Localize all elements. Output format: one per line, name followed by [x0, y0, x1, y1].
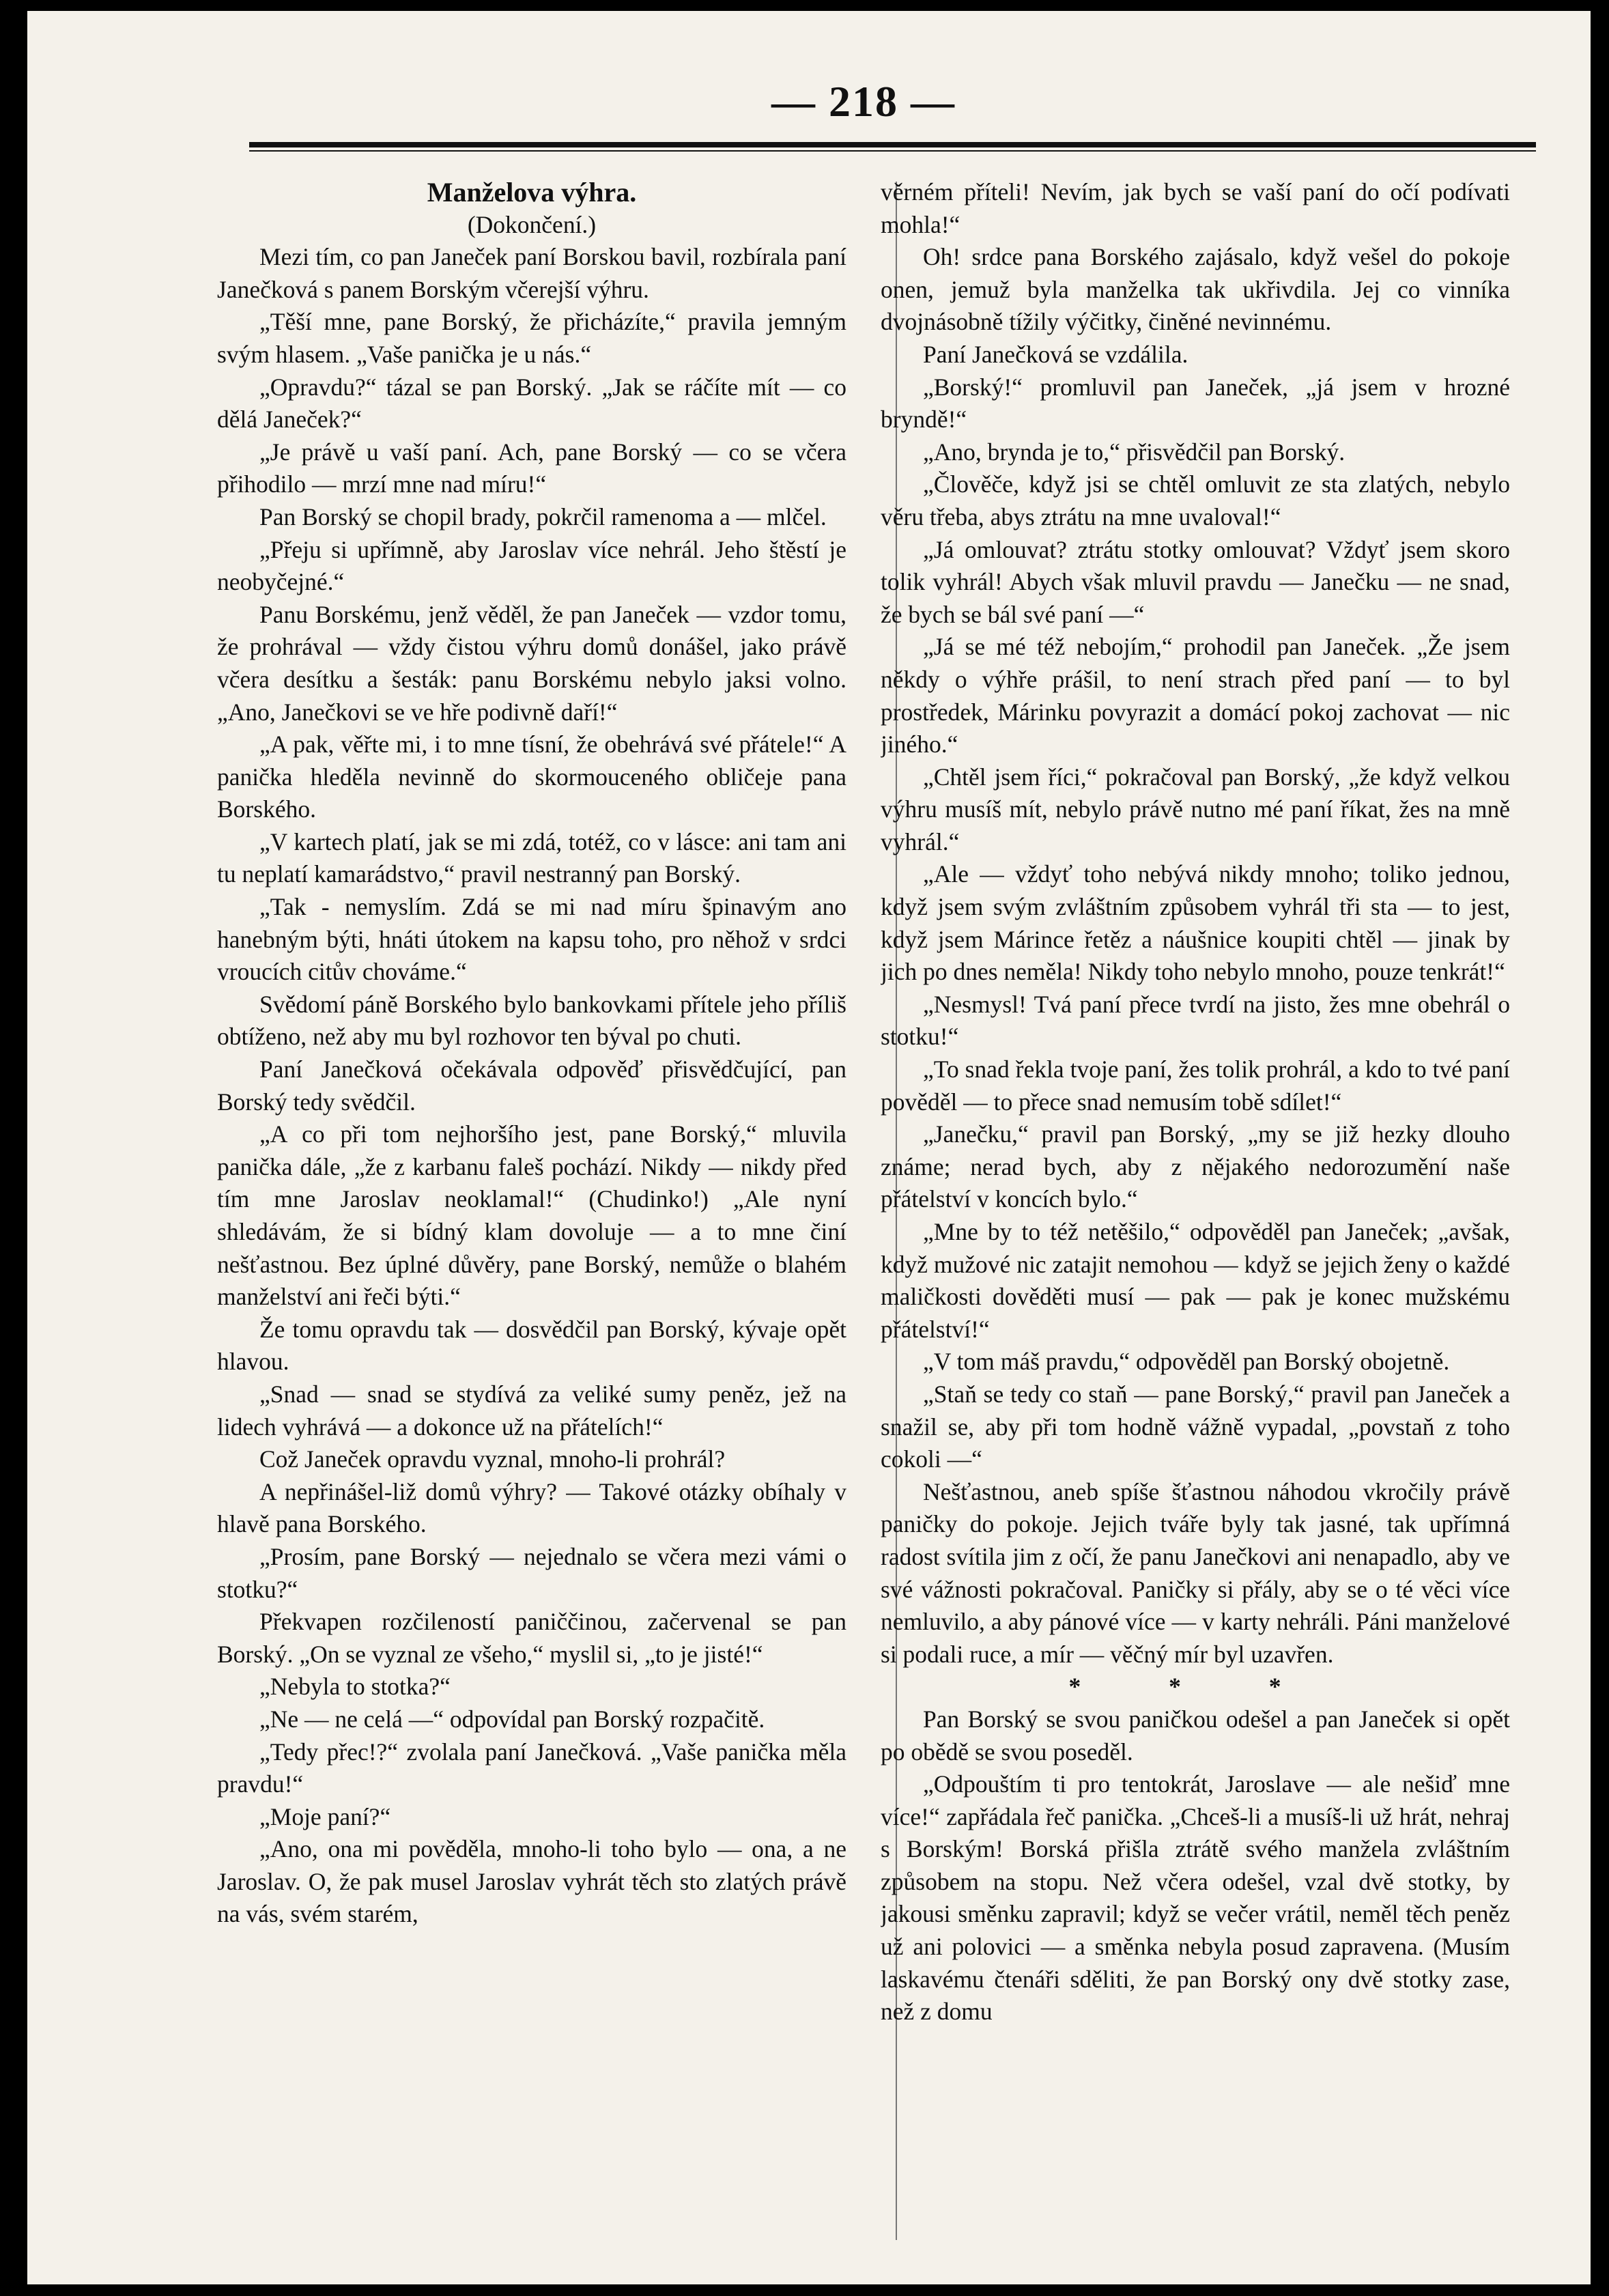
- paragraph: Že tomu opravdu tak — dosvědčil pan Borský, kývaje opět hlavou.: [217, 1315, 846, 1376]
- paragraph: „Člověče, když jsi se chtěl omluvit ze sta zlatých, nebylo věru třeba, abys ztrátu na mne uvaloval!“: [881, 470, 1510, 530]
- header-rule: [249, 142, 1536, 147]
- paragraph: „Mne by to též netěšilo,“ odpověděl pan Janeček; „avšak, když mužové nic zatajit nemohou — když se jejich ženy o každé maličkosti dověděti musí — pak — pak je konec mužskému přátelství!“: [881, 1218, 1510, 1343]
- paragraph: „Ano, brynda je to,“ přisvědčil pan Borský.: [923, 438, 1345, 466]
- paragraph: Paní Janečková očekávala odpověď přisvědčující, pan Borský tedy svědčil.: [217, 1055, 846, 1116]
- paragraph: Překvapen rozčileností paniččinou, začervenal se pan Borský. „On se vyznal ze všeho,“ myslil si, „to je jisté!“: [217, 1608, 846, 1668]
- left-column-text: [217, 241, 846, 1931]
- paragraph: „V kartech platí, jak se mi zdá, totéž, co v lásce: ani tam ani tu neplatí kamarádstvo,“ pravil nestranný pan Borský.: [217, 827, 846, 888]
- paragraph: „Opravdu?“ tázal se pan Borský. „Jak se ráčíte mít — co dělá Janeček?“: [217, 373, 846, 434]
- section-separator: * * *: [1068, 1673, 1322, 1701]
- paragraph: „Chtěl jsem říci,“ pokračoval pan Borský, „že když velkou výhru musíš mít, nebylo právě nutno mé paní říkat, žes na mně vyhrál.“: [881, 763, 1510, 855]
- paragraph: „Moje paní?“: [259, 1802, 391, 1830]
- paragraph: Paní Janečková se vzdálila.: [923, 340, 1188, 368]
- paragraph: „A pak, věřte mi, i to mne tísní, že obehrává své přátele!“ A panička hleděla nevinně do skormouceného obličeje pana Borského.: [217, 731, 846, 823]
- right-column: [881, 176, 1510, 2258]
- paragraph: „Ale — vždyť toho nebývá nikdy mnoho; toliko jednou, když jsem svým zvláštním způsobem vyhrál tři sta — to jest, když jsem Márince řetěz a náušnice koupiti chtěl — jinak by jich po dnes neměla! Nikdy toho nebylo mnoho, pouze tenkrát!“: [881, 860, 1510, 986]
- paragraph-continued: věrném příteli! Nevím, jak bych se vaší paní do očí podívati mohla!“: [881, 178, 1510, 238]
- right-column-text-after: [881, 1703, 1510, 2028]
- paragraph: „Snad — snad se stydívá za veliké sumy peněz, jež na lidech vyhrává — a dokonce už na přátelích!“: [217, 1380, 846, 1441]
- paragraph: Pan Borský se chopil brady, pokrčil ramenoma a — mlčel.: [259, 502, 827, 530]
- paragraph: „Nebyla to stotka?“: [259, 1673, 451, 1701]
- paragraph: „Těší mne, pane Borský, že přicházíte,“ pravila jemným svým hlasem. „Vaše panička je u nás.“: [217, 308, 846, 368]
- paragraph: Svědomí páně Borského bylo bankovkami přítele jeho příliš obtíženo, než aby mu byl rozhovor ten býval po chuti.: [217, 990, 846, 1051]
- paragraph: „Borský!“ promluvil pan Janeček, „já jsem v hrozné bryndě!“: [881, 373, 1510, 434]
- paragraph: Mezi tím, co pan Janeček paní Borskou bavil, rozbírala paní Janečková s panem Borským včerejší výhru.: [217, 243, 846, 303]
- paragraph: „A co při tom nejhoršího jest, pane Borský,“ mluvila panička dále, „že z karbanu faleš pochází. Nikdy — nikdy před tím mne Jaroslav neoklamal!“ (Chudinko!) „Ale nyní shledávám, že si bídný klam dovoluje — a to mne činí nešťastnou. Bez úplné důvěry, pane Borský, nemůže o blahém manželství ani řeči býti.“: [217, 1120, 846, 1311]
- paragraph: „Tak - nemyslím. Zdá se mi nad míru špinavým ano hanebným býti, hnáti útokem na kapsu toho, pro něhož v srdci vroucích citův chováme.“: [217, 893, 846, 986]
- paragraph: „Ne — ne celá —“ odpovídal pan Borský rozpačitě.: [259, 1705, 765, 1733]
- paragraph: „Přeju si upřímně, aby Jaroslav více nehrál. Jeho štěstí je neobyčejné.“: [217, 535, 846, 596]
- paragraph: „Janečku,“ pravil pan Borský, „my se již hezky dlouho známe; nerad bych, aby z nějakého nedorozumění naše přátelství v koncích bylo.“: [881, 1120, 1510, 1213]
- article-title: Manželova výhra.: [427, 177, 637, 208]
- paragraph: „V tom máš pravdu,“ odpověděl pan Borský obojetně.: [923, 1348, 1450, 1376]
- left-column: [217, 176, 846, 2258]
- right-column-text: [881, 241, 1510, 1671]
- paragraph: „Ano, ona mi pověděla, mnoho-li toho bylo — ona, a ne Jaroslav. O, že pak musel Jaroslav vyhrát těch sto zlatých právě na vás, svém starém,: [217, 1835, 846, 1928]
- paragraph: Pan Borský se svou paničkou odešel a pan Janeček si opět po obědě se svou poseděl.: [881, 1705, 1510, 1766]
- paragraph: „Staň se tedy co staň — pane Borský,“ pravil pan Janeček a snažil se, aby při tom hodně vážně vypadal, „povstaň z toho cokoli —“: [881, 1380, 1510, 1473]
- paragraph: Což Janeček opravdu vyznal, mnoho-li prohrál?: [259, 1445, 726, 1473]
- page-number: — 218 —: [771, 77, 956, 126]
- paragraph: „Nesmysl! Tvá paní přece tvrdí na jisto, žes mne obehrál o stotku!“: [881, 990, 1510, 1051]
- paragraph: „Prosím, pane Borský — nejednalo se včera mezi vámi o stotku?“: [217, 1542, 846, 1603]
- article-subtitle: (Dokončení.): [467, 210, 597, 238]
- paragraph: „Odpouštím ti pro tentokrát, Jaroslave — ale nešiď mne více!“ zapřádala řeč panička. „Chceš-li a musíš-li už hrát, nehraj s Borským! Borská přišla ztrátě svého manžela zvláštním způsobem na stopu. Než včera odešel, vzal dvě stotky, by jakousi směnku zapravil; když se večer vrátil, neměl těch peněz už ani polovici — a směnka nebyla posud zapravena. (Musím laskavému čtenáři sděliti, že pan Borský ony dvě stotky zase, než z domu: [881, 1770, 1510, 2026]
- paragraph: Panu Borskému, jenž věděl, že pan Janeček — vzdor tomu, že prohrával — vždy čistou výhru domů donášel, jako právě včera desítku a šesták: panu Borskému nebylo jaksi volno. „Ano, Janečkovi se ve hře podivně daří!“: [217, 600, 846, 726]
- paragraph: „Tedy přec!?“ zvolala paní Janečková. „Vaše panička měla pravdu!“: [217, 1738, 846, 1798]
- paragraph: „To snad řekla tvoje paní, žes tolik prohrál, a kdo to tvé paní pověděl — to přece snad nemusím tobě sdílet!“: [881, 1055, 1510, 1116]
- paragraph: A nepřinášel-liž domů výhry? — Takové otázky obíhaly v hlavě pana Borského.: [217, 1477, 846, 1538]
- paragraph: Oh! srdce pana Borského zajásalo, když vešel do pokoje onen, jemuž byla manželka tak ukřivdila. Jej co vinníka dvojnásobně tížily výčitky, činěné nevinnému.: [881, 243, 1510, 336]
- paragraph: „Je právě u vaší paní. Ach, pane Borský — co se včera přihodilo — mrzí mne nad míru!“: [217, 438, 846, 498]
- paragraph: Nešťastnou, aneb spíše šťastnou náhodou vkročily právě paničky do pokoje. Jejich tváře byly tak jasné, tak upřímná radost svítila jim z očí, že panu Janečkovi ani nenapadlo, aby ve své vážnosti pokračoval. Paničky si přály, aby se o té věci více nemluvilo, a aby pánové více — v karty nehráli. Páni manželové si podali ruce, a mír — věčný mír byl uzavřen.: [881, 1477, 1510, 1668]
- paragraph: „Já se mé též nebojím,“ prohodil pan Janeček. „Že jsem někdy o výhře prášil, to není strach před paní — to byl prostředek, Márinku povyrazit a domácí pokoj zachovat — nic jiného.“: [881, 633, 1510, 759]
- paragraph: „Já omlouvat? ztrátu stotky omlouvat? Vždyť jsem skoro tolik vyhrál! Abych však mluvil pravdu — Janečku — ne snad, že bych se bál své paní —“: [881, 535, 1510, 628]
